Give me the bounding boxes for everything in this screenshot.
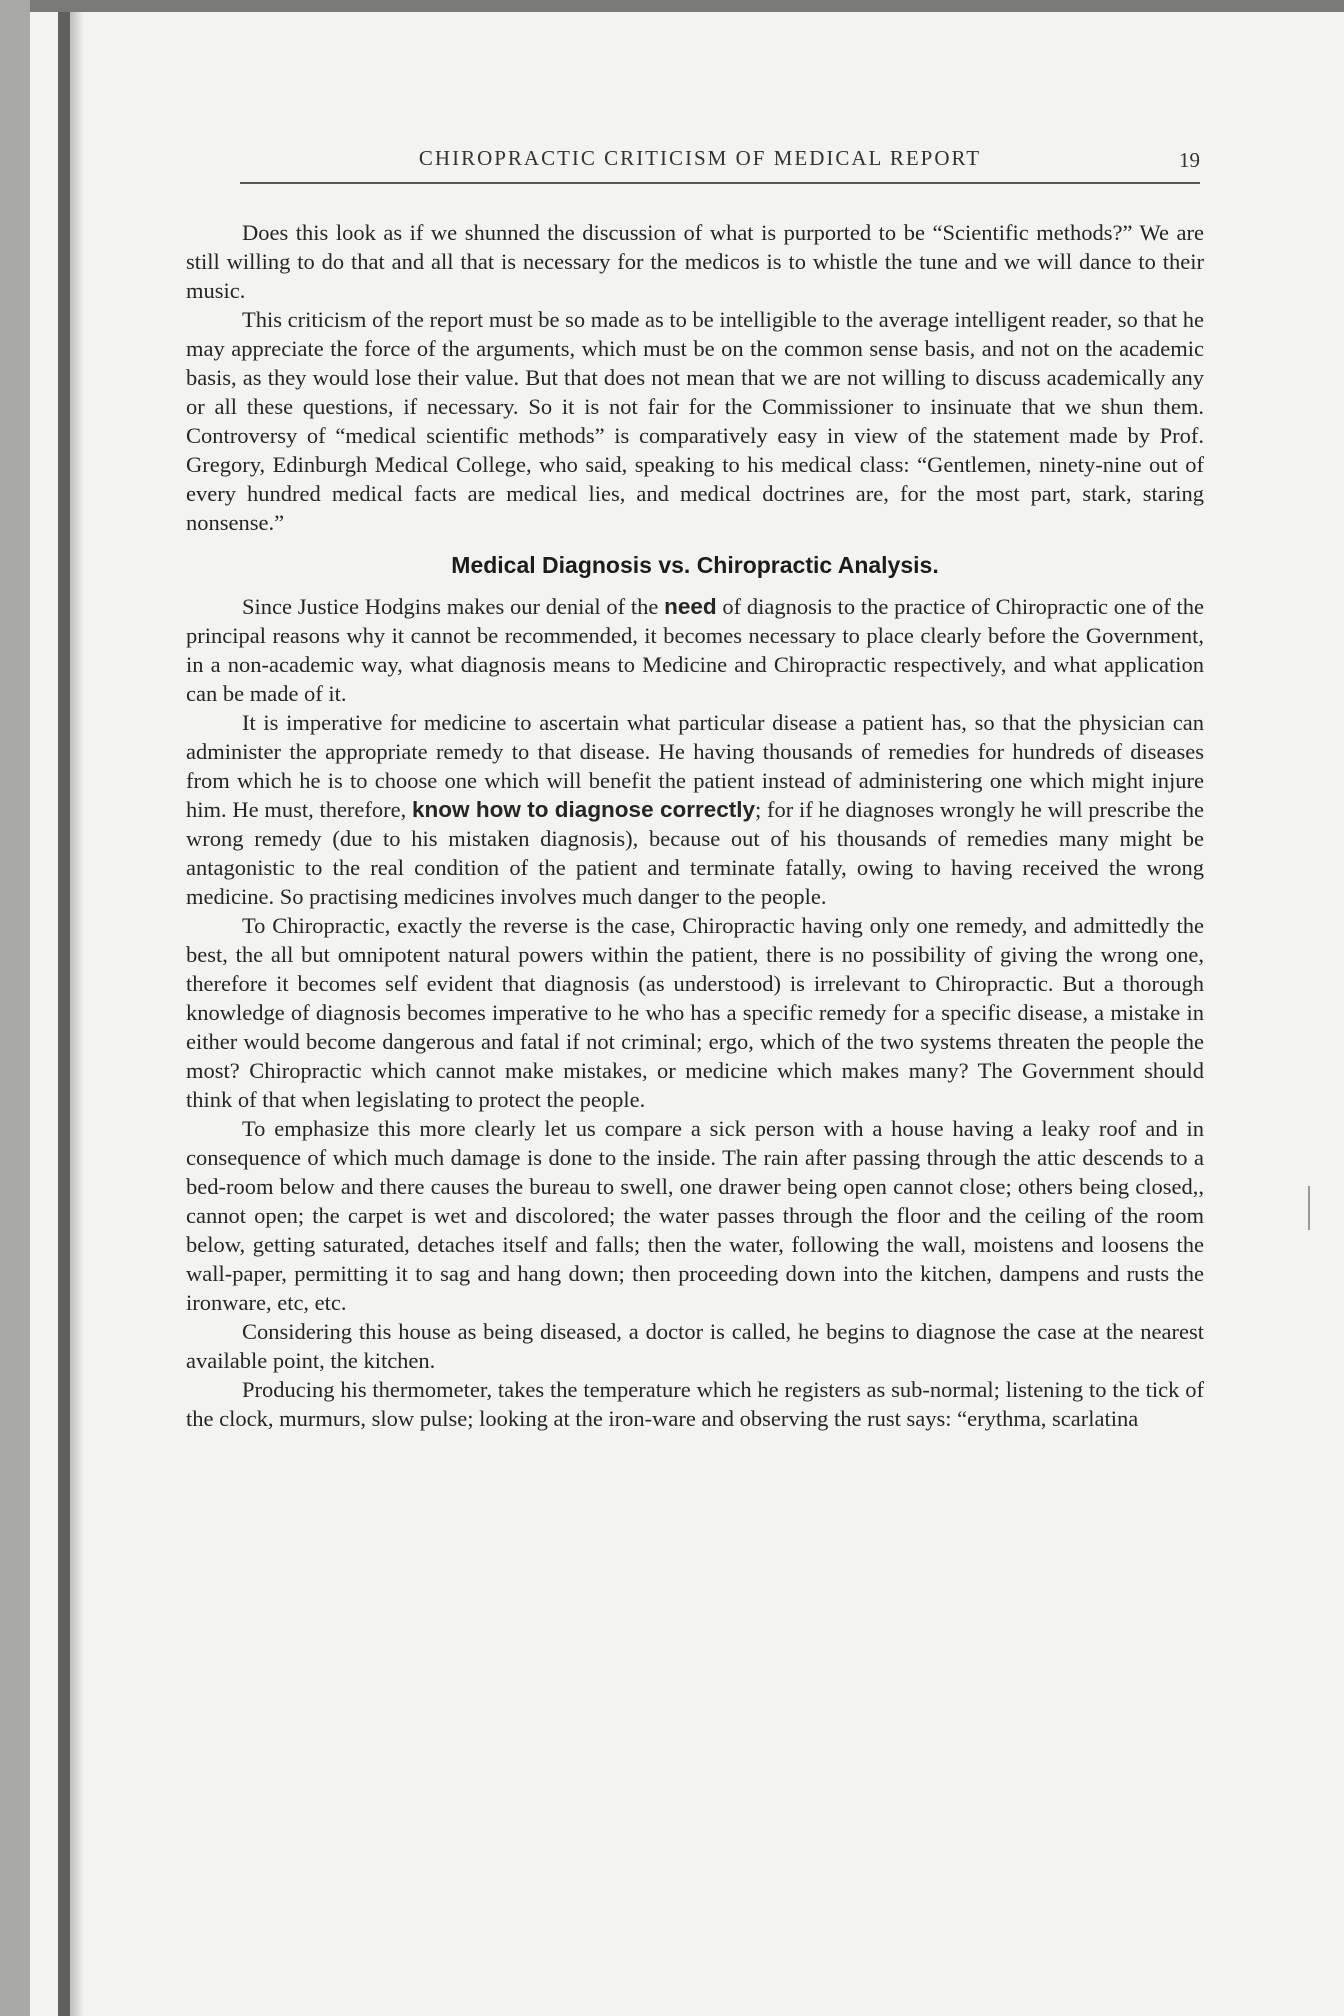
paragraph-4-emphasis: know how to diagnose correctly: [412, 797, 755, 822]
margin-mark: [1308, 1186, 1310, 1230]
spine-shadow: [70, 12, 84, 2016]
paragraph-2: This criticism of the report must be so made as to be intelligible to the average intelligent reader, so that he may appreciate the force of the arguments, which must be on the common sense basis, and not on the academic basis, as they would lose their value. But that does not mean that we are not willing to discuss academically any or all these questions, if necessary. So it is not fair for the Commissioner to insinuate that we shun them. Controversy of “medical scientific methods” is comparatively easy in view of the statement made by Prof. Gregory, Edinburgh Medical College, who said, speaking to his medical class: “Gentlemen, ninety-nine out of every hundred medical facts are medical lies, and medical doctrines are, for the most part, stark, staring nonsense.”: [186, 307, 1204, 535]
paragraph-3: [186, 592, 1204, 708]
scan-top-edge: [0, 0, 1344, 12]
running-title: CHIROPRACTIC CRITICISM OF MEDICAL REPORT: [418, 146, 982, 170]
paragraph-5: To Chiropractic, exactly the reverse is the case, Chiropractic having only one remedy, and admittedly the best, the all but omnipotent natural powers within the patient, there is no possibility of giving the wrong one, therefore it becomes self evident that diagnosis (as understood) is irrelevant to Chiropractic. But a thorough knowledge of diagnosis becomes imperative to he who has a specific remedy for a specific disease, a mistake in either would become dangerous and fatal if not criminal; ergo, which of the two systems threaten the people the most? Chiropractic which cannot make mistakes, or medicine which makes many? The Government should think of that when legislating to protect the people.: [186, 913, 1204, 1112]
paragraph-1: Does this look as if we shunned the discussion of what is purported to be “Scientific methods?” We are still willing to do that and all that is necessary for the medicos is to whistle the tune and we will dance to their music.: [186, 220, 1204, 303]
paragraph-3-text-b: of diagnosis to the practice of Chiropractic one of the principal reasons why it cannot be recommended, it becomes necessary to place clearly before the Government, in a non-academic way, what diagnosis means to Medicine and Chiropractic respectively, and what application can be made of it.: [186, 594, 1204, 706]
paragraph-4-text-b: ; for if he diagnoses wrongly he will prescribe the wrong remedy (due to his mistaken diagnosis), because out of his thousands of remedies many might be antagonistic to the real condition of the patient and terminate fatally, owing to having received the wrong medicine. So practising medicines involves much danger to the people.: [186, 797, 1204, 909]
paragraph-3-emphasis: need: [664, 594, 717, 619]
paragraph-4: [186, 708, 1204, 911]
page-header: [240, 146, 1200, 184]
paragraph-7: Considering this house as being diseased, a doctor is called, he begins to diagnose the case at the nearest available point, the kitchen.: [186, 1319, 1204, 1373]
book-spine: [58, 12, 70, 2016]
paragraph-8: Producing his thermometer, takes the temperature which he registers as sub-normal; listening to the tick of the clock, murmurs, slow pulse; looking at the iron-ware and observing the rust says: “erythma, scarlatina: [186, 1377, 1204, 1431]
paragraph-3-text-a: Since Justice Hodgins makes our denial of the: [242, 594, 665, 619]
paragraph-6: To emphasize this more clearly let us compare a sick person with a house having a leaky roof and in consequence of which much damage is done to the inside. The rain after passing through the attic descends to a bed-room below and there causes the bureau to swell, one drawer being open cannot close; others being closed,, cannot open; the carpet is wet and discolored; the water passes through the floor and the ceiling of the room below, getting saturated, detaches itself and falls; then the water, following the wall, moistens and loosens the wall-paper, permitting it to sag and hang down; then proceeding down into the kitchen, dampens and rusts the ironware, etc, etc.: [186, 1116, 1204, 1315]
body-text: [186, 218, 1204, 1433]
paragraph-4-text-a: It is imperative for medicine to ascertain what particular disease a patient has, so that the physician can administer the appropriate remedy to that disease. He having thousands of remedies for hundreds of diseases from which he is to choose one which will benefit the patient instead of administering one which might injure him. He must, therefore,: [186, 710, 1204, 822]
page-number: 19: [1179, 148, 1200, 172]
scan-left-edge: [0, 0, 30, 2016]
section-heading: Medical Diagnosis vs. Chiropractic Analysis.: [451, 552, 939, 578]
